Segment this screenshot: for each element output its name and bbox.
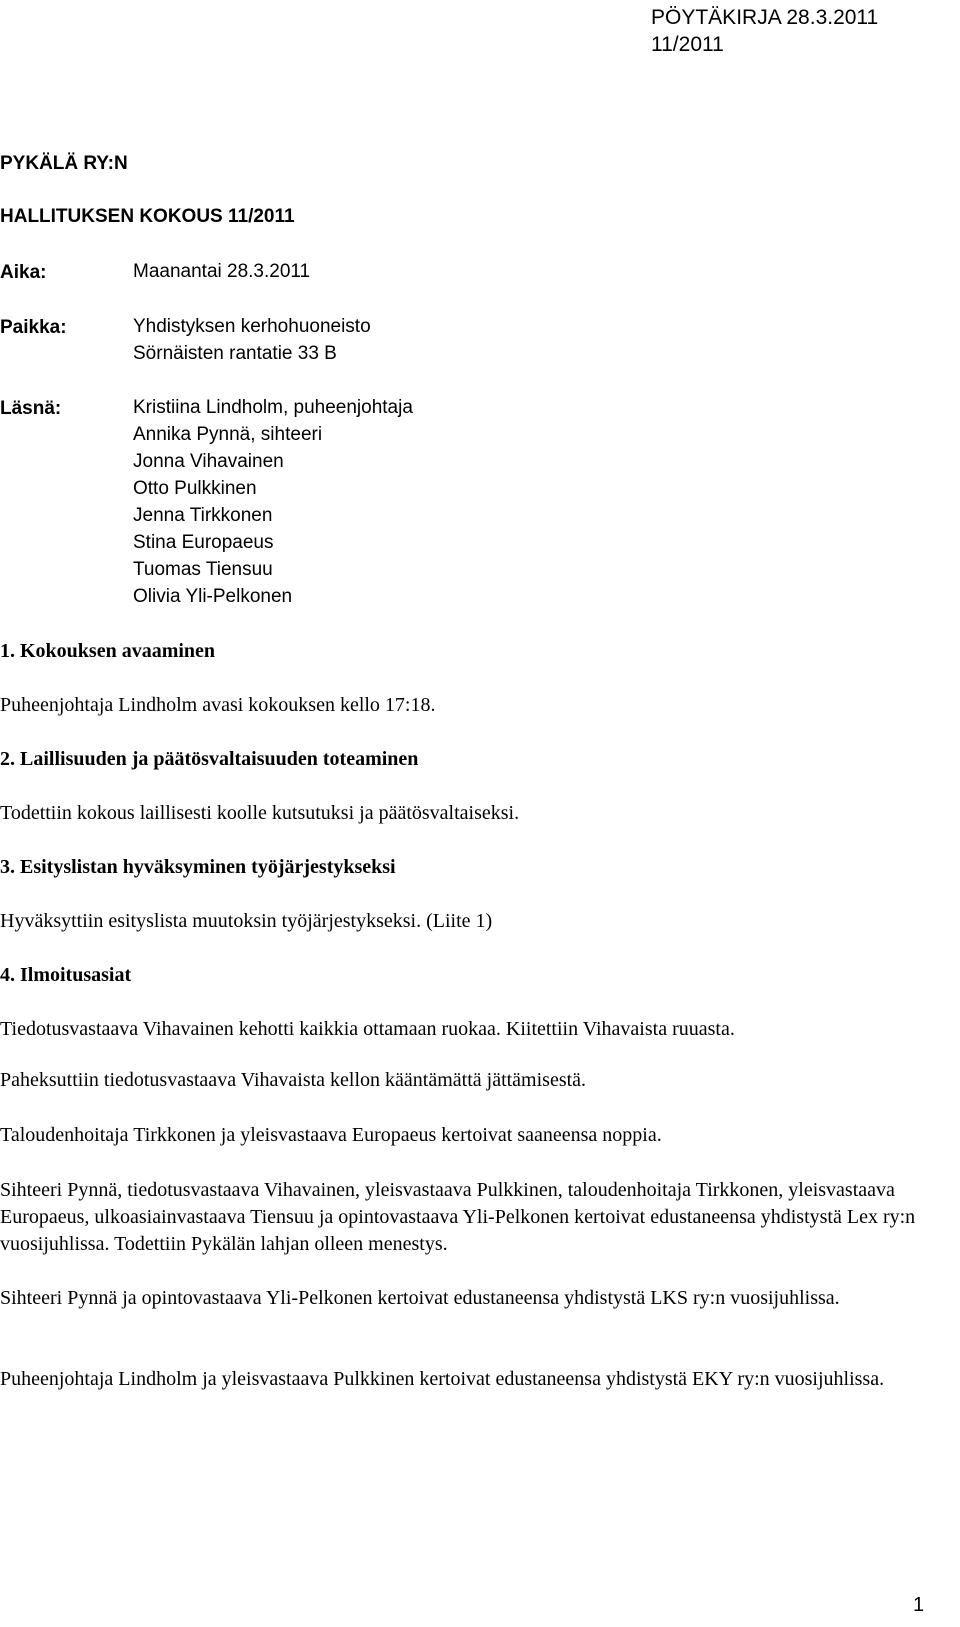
time-value-text: Maanantai 28.3.2011 [133, 261, 311, 282]
section-text: Todettiin kokous laillisesti koolle kutsutuksi ja päätösvaltaiseksi. [0, 802, 520, 824]
section-text: Tiedotusvastaava Vihavainen kehotti kaikkia ottamaan ruokaa. Kiitettiin Vihavaista ruuasta. [0, 1018, 735, 1040]
place-line: Sörnäisten rantatie 33 B [133, 343, 337, 364]
section-text: Puheenjohtaja Lindholm avasi kokouksen kello 17:18. [0, 694, 436, 716]
attendee: Stina Europaeus [133, 532, 274, 553]
place-line: Yhdistyksen kerhohuoneisto [133, 316, 371, 337]
present-list [133, 394, 413, 610]
document-number: 11/2011 [651, 33, 724, 56]
section-title: 1. Kokouksen avaaminen [0, 640, 216, 662]
section-title: 3. Esityslistan hyväksyminen työjärjestykseksi [0, 856, 396, 878]
attendee: Jenna Tirkkonen [133, 505, 273, 526]
present-label: Läsnä: [0, 398, 62, 419]
attendee: Otto Pulkkinen [133, 478, 257, 499]
attendee: Jonna Vihavainen [133, 451, 284, 472]
paragraph: Taloudenhoitaja Tirkkonen ja yleisvastaava Europaeus kertoivat saaneensa noppia. [0, 1124, 662, 1146]
place-value [133, 313, 371, 367]
paragraph: Sihteeri Pynnä, tiedotusvastaava Vihavainen, yleisvastaava Pulkkinen, taloudenhoitaja Tirkkonen, yleisvastaava Europaeus, ulkoasiainvastaava Tiensuu ja opintovastaava Yli-Pelkonen kertoivat edustaneensa yhdistystä Lex ry:n vuosijuhlissa. Todettiin Pykälän lahjan olleen menestys. [0, 1179, 916, 1255]
time-label: Aika: [0, 262, 47, 283]
attendee: Tuomas Tiensuu [133, 559, 273, 580]
paragraph: Paheksuttiin tiedotusvastaava Vihavaista kellon kääntämättä jättämisestä. [0, 1069, 587, 1091]
attendee: Annika Pynnä, sihteeri [133, 424, 323, 445]
section-title: 2. Laillisuuden ja päätösvaltaisuuden toteaminen [0, 748, 419, 770]
paragraph: Sihteeri Pynnä ja opintovastaava Yli-Pelkonen kertoivat edustaneensa yhdistystä LKS ry:n vuosijuhlissa. [0, 1287, 840, 1309]
paragraph: Puheenjohtaja Lindholm ja yleisvastaava Pulkkinen kertoivat edustaneensa yhdistystä EKY ry:n vuosijuhlissa. [0, 1368, 885, 1390]
section-text: Hyväksyttiin esityslista muutoksin työjärjestykseksi. (Liite 1) [0, 910, 493, 932]
document-header [651, 4, 878, 58]
time-value [133, 258, 310, 285]
attendee: Olivia Yli-Pelkonen [133, 586, 293, 607]
meeting-title: HALLITUKSEN KOKOUS 11/2011 [0, 206, 295, 227]
organization-name: PYKÄLÄ RY:N [0, 153, 128, 174]
page-number: 1 [913, 1594, 925, 1616]
attendee: Kristiina Lindholm, puheenjohtaja [133, 397, 413, 418]
place-label: Paikka: [0, 317, 67, 338]
document-label: PÖYTÄKIRJA 28.3.2011 [651, 6, 879, 29]
section-title: 4. Ilmoitusasiat [0, 964, 132, 986]
